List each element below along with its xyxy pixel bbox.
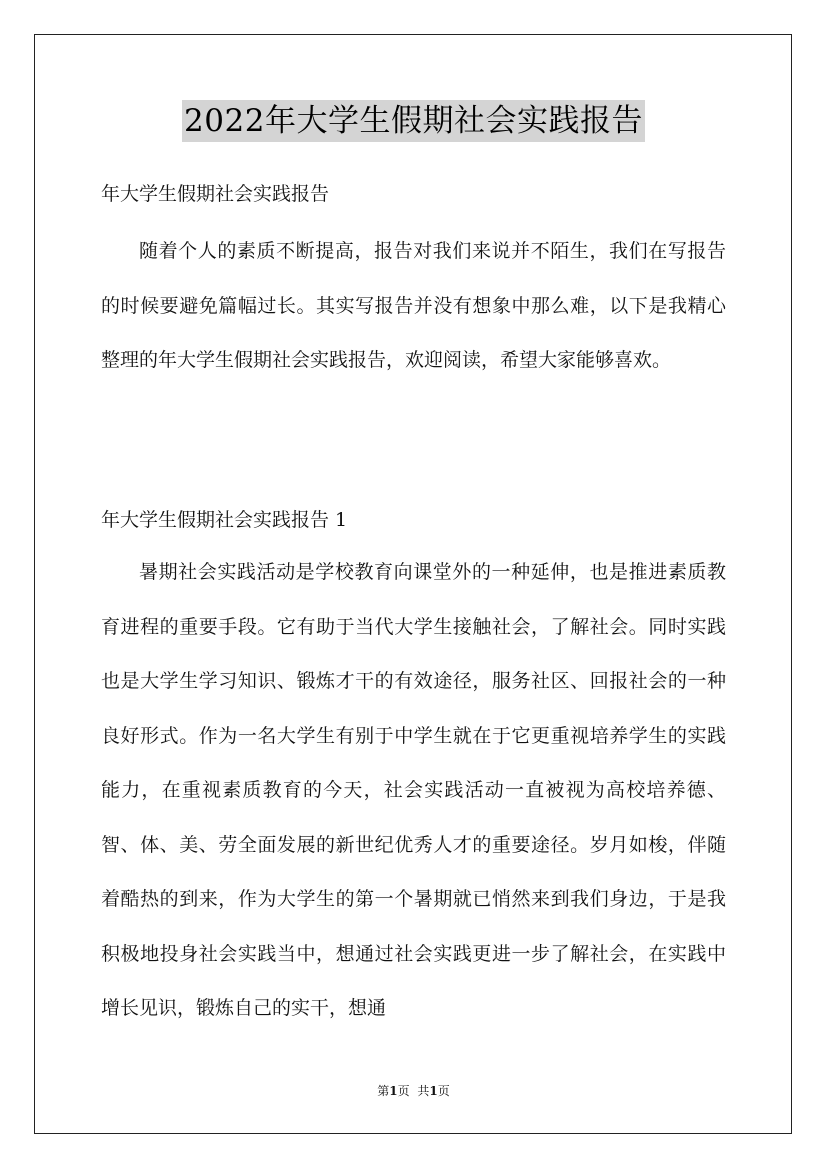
footer-page-suffix: 页 xyxy=(397,1084,410,1098)
page-footer xyxy=(0,1082,827,1100)
footer-total-pages: 1 xyxy=(429,1084,438,1098)
document-subtitle: 年大学生假期社会实践报告 xyxy=(101,183,330,205)
intro-paragraph: 随着个人的素质不断提高，报告对我们来说并不陌生，我们在写报告的时候要避免篇幅过长。其实写报告并没有想象中那么难，以下是我精心整理的年大学生假期社会实践报告，欢迎阅读，希望大家能够喜欢。 xyxy=(101,240,726,371)
footer-page-prefix: 第 xyxy=(377,1084,390,1098)
section-heading: 年大学生假期社会实践报告 1 xyxy=(101,509,348,531)
footer-total-prefix: 共 xyxy=(417,1084,430,1098)
footer-page-number: 1 xyxy=(389,1084,398,1098)
section-paragraph: 暑期社会实践活动是学校教育向课堂外的一种延伸，也是推进素质教育进程的重要手段。它有助于当代大学生接触社会，了解社会。同时实践也是大学生学习知识、锻炼才干的有效途径，服务社区、回报社会的一种良好形式。作为一名大学生有别于中学生就在于它更重视培养学生的实践能力，在重视素质教育的今天，社会实践活动一直被视为高校培养德、智、体、美、劳全面发展的新世纪优秀人才的重要途径。岁月如梭，伴随着酷热的到来，作为大学生的第一个暑期就已悄然来到我们身边，于是我积极地投身社会实践当中，想通过社会实践更进一步了解社会，在实践中增长见识，锻炼自己的实干，想通 xyxy=(101,561,726,1019)
document-title: 2022年大学生假期社会实践报告 xyxy=(182,100,645,142)
title-container xyxy=(0,100,827,142)
footer-total-suffix: 页 xyxy=(437,1084,450,1098)
